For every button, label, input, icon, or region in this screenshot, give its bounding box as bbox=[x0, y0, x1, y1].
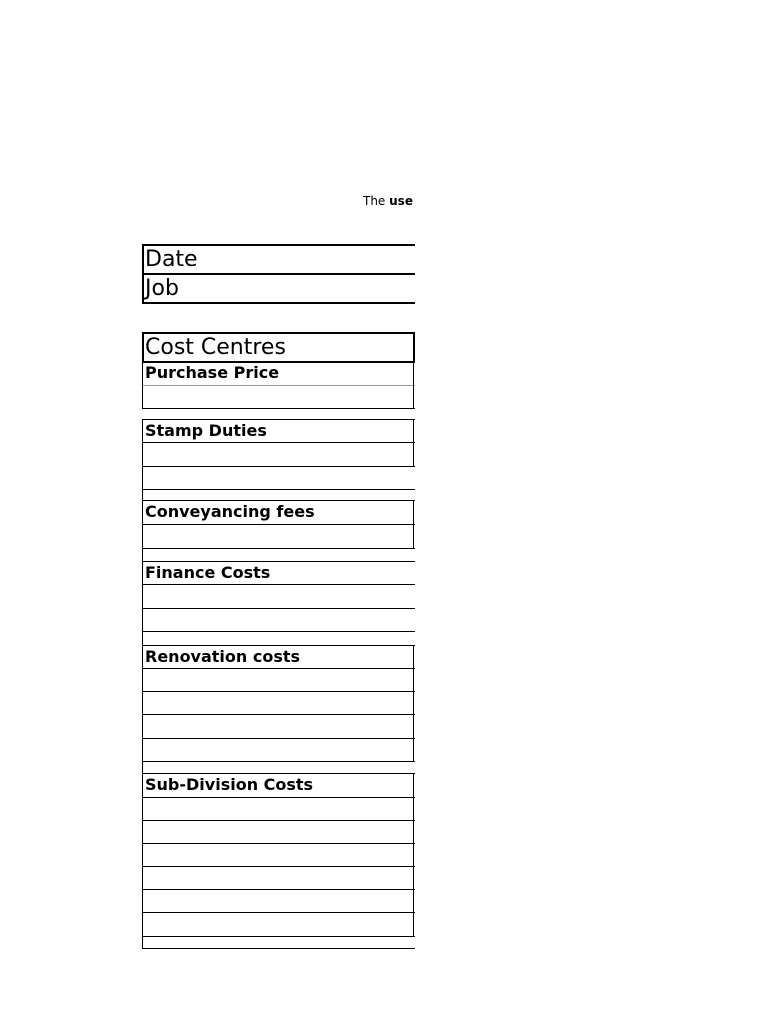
section-heading-sub-division-costs: Sub-Division Costs bbox=[142, 773, 415, 797]
cell-sub-division-costs-1[interactable] bbox=[142, 797, 415, 820]
job-label: Job bbox=[145, 276, 179, 301]
intro-prefix: The bbox=[363, 194, 390, 208]
sheet-bottom-rule bbox=[142, 948, 415, 949]
cell-renovation-costs-1[interactable] bbox=[142, 668, 415, 691]
intro-bold: use bbox=[389, 194, 413, 208]
cell-purchase-price-1[interactable] bbox=[142, 385, 415, 408]
cost-centres-title: Cost Centres bbox=[142, 332, 415, 363]
date-field[interactable] bbox=[142, 244, 415, 273]
date-label: Date bbox=[145, 247, 198, 272]
edge-stamp-duties bbox=[413, 419, 414, 466]
job-field[interactable] bbox=[142, 273, 415, 304]
cell-finance-costs-1[interactable] bbox=[142, 584, 415, 608]
edge-purchase-price bbox=[413, 362, 414, 409]
cell-renovation-costs-2[interactable] bbox=[142, 691, 415, 714]
section-heading-finance-costs: Finance Costs bbox=[142, 561, 415, 584]
edge-sub-division-costs bbox=[413, 773, 414, 936]
cell-renovation-costs-3[interactable] bbox=[142, 714, 415, 738]
cell-sub-division-costs-5[interactable] bbox=[142, 889, 415, 912]
cell-conveyancing-fees-1[interactable] bbox=[142, 524, 415, 548]
section-heading-purchase-price: Purchase Price bbox=[142, 362, 415, 386]
cell-finance-costs-2[interactable] bbox=[142, 608, 415, 631]
cell-stamp-duties-3[interactable] bbox=[142, 489, 415, 500]
cell-renovation-costs-5[interactable] bbox=[142, 761, 415, 773]
cell-stamp-duties-2[interactable] bbox=[142, 466, 415, 489]
cell-finance-costs-3[interactable] bbox=[142, 631, 415, 645]
cell-stamp-duties-1[interactable] bbox=[142, 442, 415, 466]
cost-sheet bbox=[141, 240, 415, 960]
section-heading-conveyancing-fees: Conveyancing fees bbox=[142, 500, 415, 524]
cell-sub-division-costs-7[interactable] bbox=[142, 936, 415, 948]
edge-conveyancing-fees bbox=[413, 500, 414, 548]
edge-renovation-costs bbox=[413, 645, 414, 761]
section-heading-stamp-duties: Stamp Duties bbox=[142, 419, 415, 443]
section-heading-renovation-costs: Renovation costs bbox=[142, 645, 415, 668]
cell-sub-division-costs-4[interactable] bbox=[142, 866, 415, 889]
intro-text bbox=[363, 193, 415, 209]
cell-conveyancing-fees-2[interactable] bbox=[142, 548, 415, 561]
cell-sub-division-costs-2[interactable] bbox=[142, 820, 415, 843]
cell-purchase-price-2[interactable] bbox=[142, 408, 415, 409]
cell-renovation-costs-4[interactable] bbox=[142, 738, 415, 761]
cell-sub-division-costs-6[interactable] bbox=[142, 912, 415, 936]
cell-sub-division-costs-3[interactable] bbox=[142, 843, 415, 866]
